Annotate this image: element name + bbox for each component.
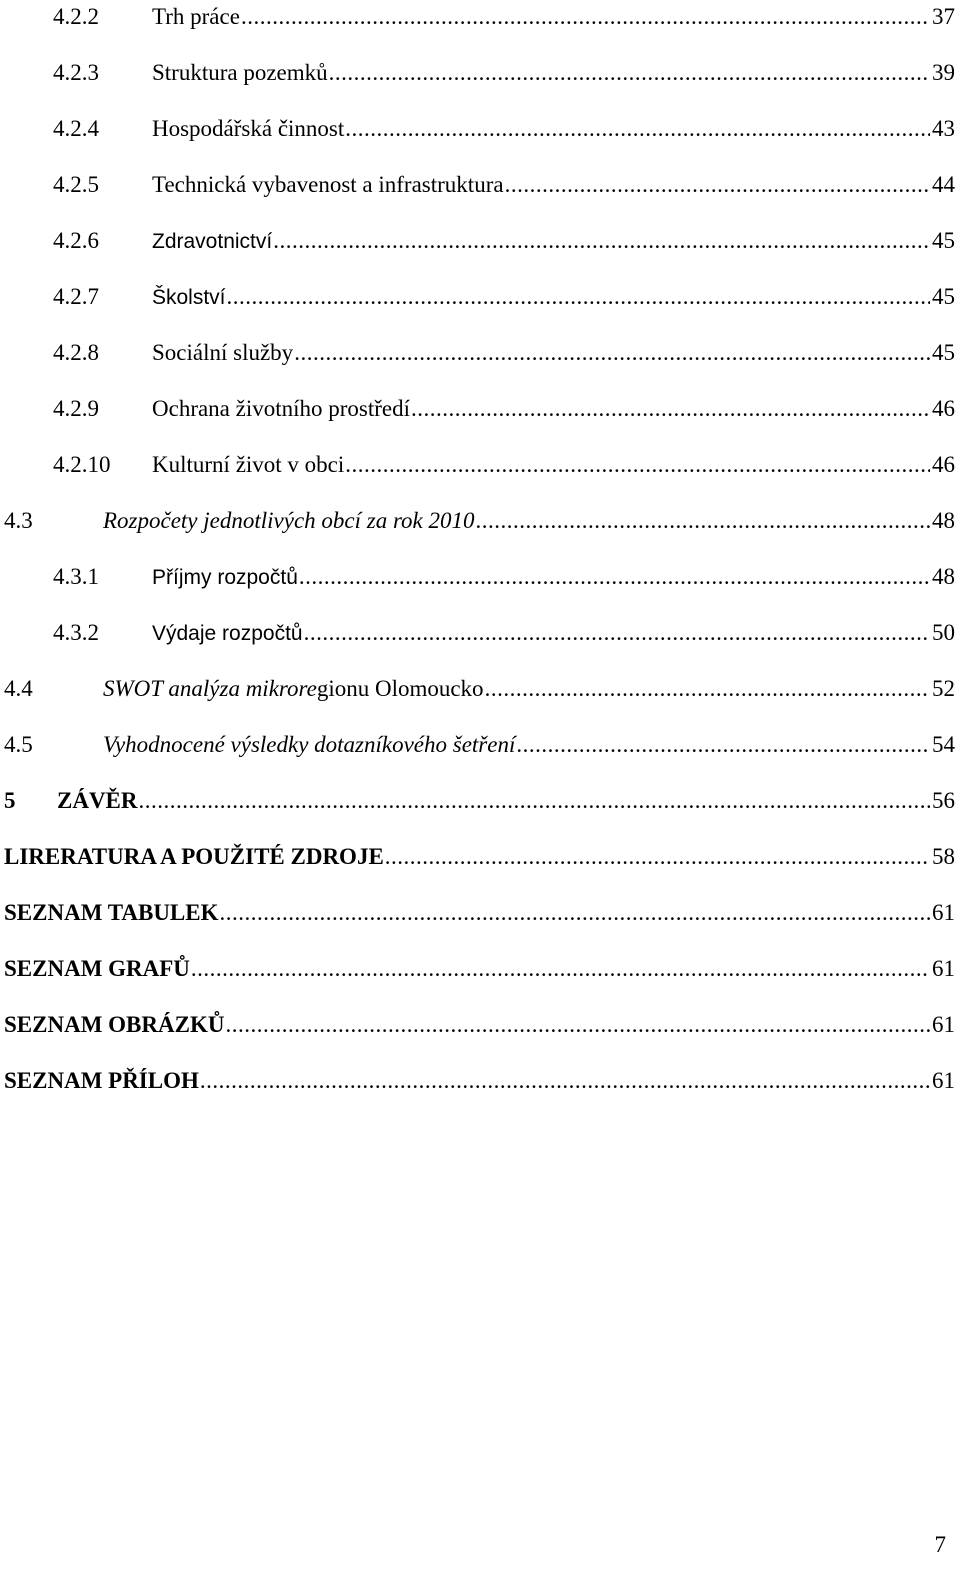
toc-entry-number: 4.2.7 <box>53 284 99 309</box>
toc-entry-title: SEZNAM GRAFŮ <box>4 956 190 981</box>
toc-entry-title: ZÁVĚR <box>57 788 138 813</box>
toc-entry-title: SEZNAM TABULEK <box>4 900 219 925</box>
toc-entry-page: 45 <box>932 284 955 309</box>
toc-entry[interactable] <box>0 563 955 599</box>
toc-entry-number: 4.2.10 <box>53 452 111 477</box>
toc-leader <box>345 115 930 143</box>
toc-entry[interactable] <box>0 339 955 375</box>
toc-entry[interactable] <box>0 283 955 319</box>
toc-entry-page: 61 <box>932 956 955 981</box>
toc-leader <box>485 675 930 703</box>
toc-entry-page: 45 <box>932 228 955 253</box>
toc-entry[interactable] <box>0 675 955 711</box>
toc-entry-title: Školství <box>152 284 227 312</box>
toc-entry-number: 5 <box>4 788 16 813</box>
page-number: 7 <box>934 1532 946 1557</box>
toc-entry-page: 50 <box>932 620 955 645</box>
toc-entry[interactable] <box>0 619 955 655</box>
toc-entry-title: Příjmy rozpočtů <box>152 564 299 592</box>
toc-entry-number: 4.2.8 <box>53 340 99 365</box>
toc-entry-number: 4.2.9 <box>53 396 99 421</box>
toc-entry-title: Trh práce <box>152 4 240 29</box>
toc-leader <box>220 899 930 927</box>
toc-entry-title: LIRERATURA A POUŽITÉ ZDROJE <box>4 844 384 869</box>
toc-entry-title: SEZNAM OBRÁZKŮ <box>4 1012 225 1037</box>
toc-leader <box>385 843 930 871</box>
toc-entry-page: 44 <box>932 172 955 197</box>
toc-leader <box>241 3 930 31</box>
toc-entry-page: 43 <box>932 116 955 141</box>
toc-entry-page: 48 <box>932 564 955 589</box>
toc-entry-number: 4.2.5 <box>53 172 99 197</box>
toc-entry-page: 46 <box>932 452 955 477</box>
toc-entry-title: Technická vybavenost a infrastruktura <box>152 172 504 197</box>
toc-entry-title: SEZNAM PŘÍLOH <box>4 1068 199 1093</box>
toc-entry-number: 4.4 <box>4 676 33 701</box>
toc-entry[interactable] <box>0 955 955 991</box>
toc-entry-number: 4.3.2 <box>53 620 99 645</box>
toc-entry-number: 4.2.2 <box>53 4 99 29</box>
toc-leader <box>191 955 930 983</box>
toc-entry-page: 39 <box>932 60 955 85</box>
toc-entry-title: Sociální služby <box>152 340 294 365</box>
toc-entry-page: 37 <box>932 4 955 29</box>
toc-entry-number: 4.3.1 <box>53 564 99 589</box>
toc-entry[interactable] <box>0 787 955 823</box>
toc-entry-number: 4.3 <box>4 508 33 533</box>
toc-entry[interactable] <box>0 227 955 263</box>
toc-entry[interactable] <box>0 731 955 767</box>
toc-entry-title: Výdaje rozpočtů <box>152 620 304 648</box>
toc-leader <box>294 339 930 367</box>
toc-leader <box>505 171 930 199</box>
toc-entry-title: Vyhodnocené výsledky dotazníkového šetření <box>103 732 516 757</box>
toc-leader <box>516 731 930 759</box>
toc-entry[interactable] <box>0 1067 955 1103</box>
toc-entry-page: 61 <box>932 1068 955 1093</box>
toc-entry-page: 58 <box>932 844 955 869</box>
toc-entry-title <box>103 675 485 703</box>
toc-entry[interactable] <box>0 171 955 207</box>
toc-entry-page: 56 <box>932 788 955 813</box>
toc-entry[interactable] <box>0 1011 955 1047</box>
toc-entry[interactable] <box>0 899 955 935</box>
toc-entry-title: Hospodářská činnost <box>152 116 345 141</box>
toc-entry[interactable] <box>0 115 955 151</box>
toc-leader <box>225 1011 930 1039</box>
toc-leader <box>345 451 930 479</box>
toc-entry-title: Struktura pozemků <box>152 60 328 85</box>
toc-entry-page: 45 <box>932 340 955 365</box>
toc-entry-title-upright: gionu Olomoucko <box>316 676 484 701</box>
toc-entry[interactable] <box>0 59 955 95</box>
toc-leader <box>273 227 930 255</box>
toc-entry-title: Ochrana životního prostředí <box>152 396 411 421</box>
toc-leader <box>329 59 930 87</box>
toc-entry-page: 52 <box>932 676 955 701</box>
toc-leader <box>227 283 930 311</box>
toc-leader <box>476 507 930 535</box>
toc-leader <box>299 563 930 591</box>
toc-entry-number: 4.2.6 <box>53 228 99 253</box>
toc-entry-page: 61 <box>932 900 955 925</box>
toc-entry-page: 61 <box>932 1012 955 1037</box>
toc-entry-title: Rozpočety jednotlivých obcí za rok 2010 <box>103 508 475 533</box>
toc-entry-title-italic: SWOT analýza mikrore <box>103 676 317 701</box>
toc-entry-number: 4.2.3 <box>53 60 99 85</box>
toc-leader <box>139 787 930 815</box>
toc-entry-page: 54 <box>932 732 955 757</box>
toc-entry-number: 4.2.4 <box>53 116 99 141</box>
toc-leader <box>411 395 930 423</box>
toc-entry-number: 4.5 <box>4 732 33 757</box>
toc-entry[interactable] <box>0 3 955 39</box>
toc-entry-page: 46 <box>932 396 955 421</box>
toc-entry[interactable] <box>0 507 955 543</box>
toc-entry[interactable] <box>0 843 955 879</box>
toc-entry-page: 48 <box>932 508 955 533</box>
toc-leader <box>200 1067 930 1095</box>
toc-leader <box>304 619 930 647</box>
toc-entry-title: Kulturní život v obci <box>152 452 345 477</box>
toc-entry[interactable] <box>0 395 955 431</box>
toc-entry-title: Zdravotnictví <box>152 228 273 256</box>
toc-entry[interactable] <box>0 451 955 487</box>
